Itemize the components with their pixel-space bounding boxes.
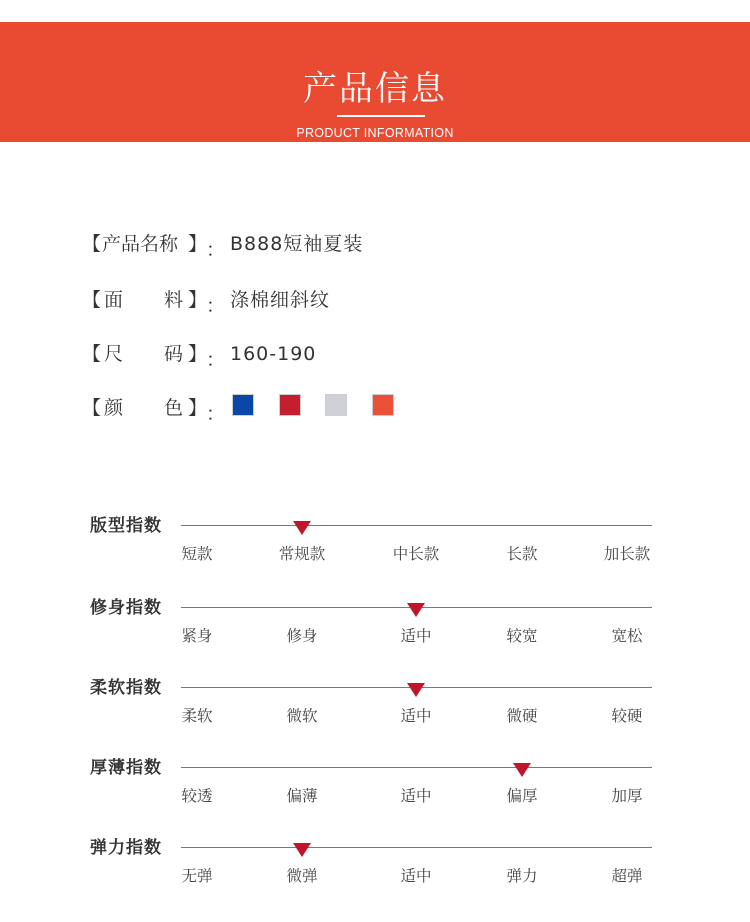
label-char: 码: [164, 343, 184, 365]
colon: ：: [206, 349, 226, 371]
scale-track: [181, 767, 652, 768]
scale-option: 紧身: [181, 627, 213, 645]
info-label-size: [82, 340, 232, 370]
scale-option: 长款: [506, 545, 538, 563]
label-char: 料: [164, 289, 184, 311]
color-swatch[interactable]: [232, 394, 254, 416]
label-char: 面: [104, 289, 124, 311]
banner-subtitle: PRODUCT INFORMATION: [296, 126, 454, 140]
colon: ：: [206, 239, 226, 261]
scale-row: [0, 514, 750, 574]
scale-option: 适中: [400, 787, 432, 805]
scale-option: 无弹: [181, 867, 213, 885]
scale-option: 微软: [286, 707, 318, 725]
scale-marker-icon: [407, 603, 425, 617]
scale-row: [0, 596, 750, 656]
scale-option: 加长款: [603, 545, 651, 563]
color-swatch[interactable]: [325, 394, 347, 416]
bracket-close: 】: [188, 343, 208, 365]
colon: ：: [206, 403, 226, 425]
label-text: 产品名称: [102, 233, 179, 255]
scale-option: 较透: [181, 787, 213, 805]
scale-option: 微弹: [286, 867, 318, 885]
scale-option: 偏厚: [506, 787, 538, 805]
scale-option: 短款: [181, 545, 213, 563]
scale-label: 厚薄指数: [90, 758, 162, 778]
scale-option: 较硬: [611, 707, 643, 725]
scale-marker-icon: [513, 763, 531, 777]
scale-row: [0, 836, 750, 896]
scale-row: [0, 756, 750, 816]
scale-marker-icon: [407, 683, 425, 697]
bracket-open: 【: [82, 289, 102, 311]
info-label-color: [82, 394, 232, 424]
color-swatch[interactable]: [279, 394, 301, 416]
header-banner: [0, 22, 750, 142]
fabric-value: 涤棉细斜纹: [230, 289, 331, 311]
scale-label: 弹力指数: [90, 838, 162, 858]
bracket-close: 】: [188, 289, 208, 311]
label-char: 尺: [104, 343, 124, 365]
scale-option: 适中: [400, 707, 432, 725]
product-name-value: B888短袖夏装: [230, 233, 364, 255]
scale-option: 较宽: [506, 627, 538, 645]
scale-option: 偏薄: [286, 787, 318, 805]
scale-track: [181, 525, 652, 526]
scale-marker-icon: [293, 843, 311, 857]
scale-label: 版型指数: [90, 516, 162, 536]
scale-option: 微硬: [506, 707, 538, 725]
bracket-close: 】: [188, 397, 208, 419]
label-char: 颜: [104, 397, 124, 419]
scale-option: 常规款: [278, 545, 326, 563]
scale-track: [181, 847, 652, 848]
size-value: 160-190: [230, 343, 317, 365]
banner-divider: [337, 115, 425, 117]
label-char: 色: [164, 397, 184, 419]
scale-row: [0, 676, 750, 736]
scale-label: 修身指数: [90, 598, 162, 618]
scale-option: 超弹: [611, 867, 643, 885]
color-swatch[interactable]: [372, 394, 394, 416]
banner-title: 产品信息: [303, 69, 447, 109]
scale-option: 适中: [400, 627, 432, 645]
scale-option: 柔软: [181, 707, 213, 725]
info-label-name: [82, 230, 232, 260]
bracket-open: 【: [82, 233, 102, 255]
scale-label: 柔软指数: [90, 678, 162, 698]
scale-option: 弹力: [506, 867, 538, 885]
scale-option: 适中: [400, 867, 432, 885]
scale-option: 中长款: [392, 545, 440, 563]
info-label-fabric: [82, 286, 232, 316]
scale-option: 加厚: [611, 787, 643, 805]
bracket-close: 】: [188, 233, 208, 255]
scale-marker-icon: [293, 521, 311, 535]
bracket-open: 【: [82, 343, 102, 365]
colon: ：: [206, 295, 226, 317]
bracket-open: 【: [82, 397, 102, 419]
scale-option: 修身: [286, 627, 318, 645]
scale-option: 宽松: [611, 627, 643, 645]
